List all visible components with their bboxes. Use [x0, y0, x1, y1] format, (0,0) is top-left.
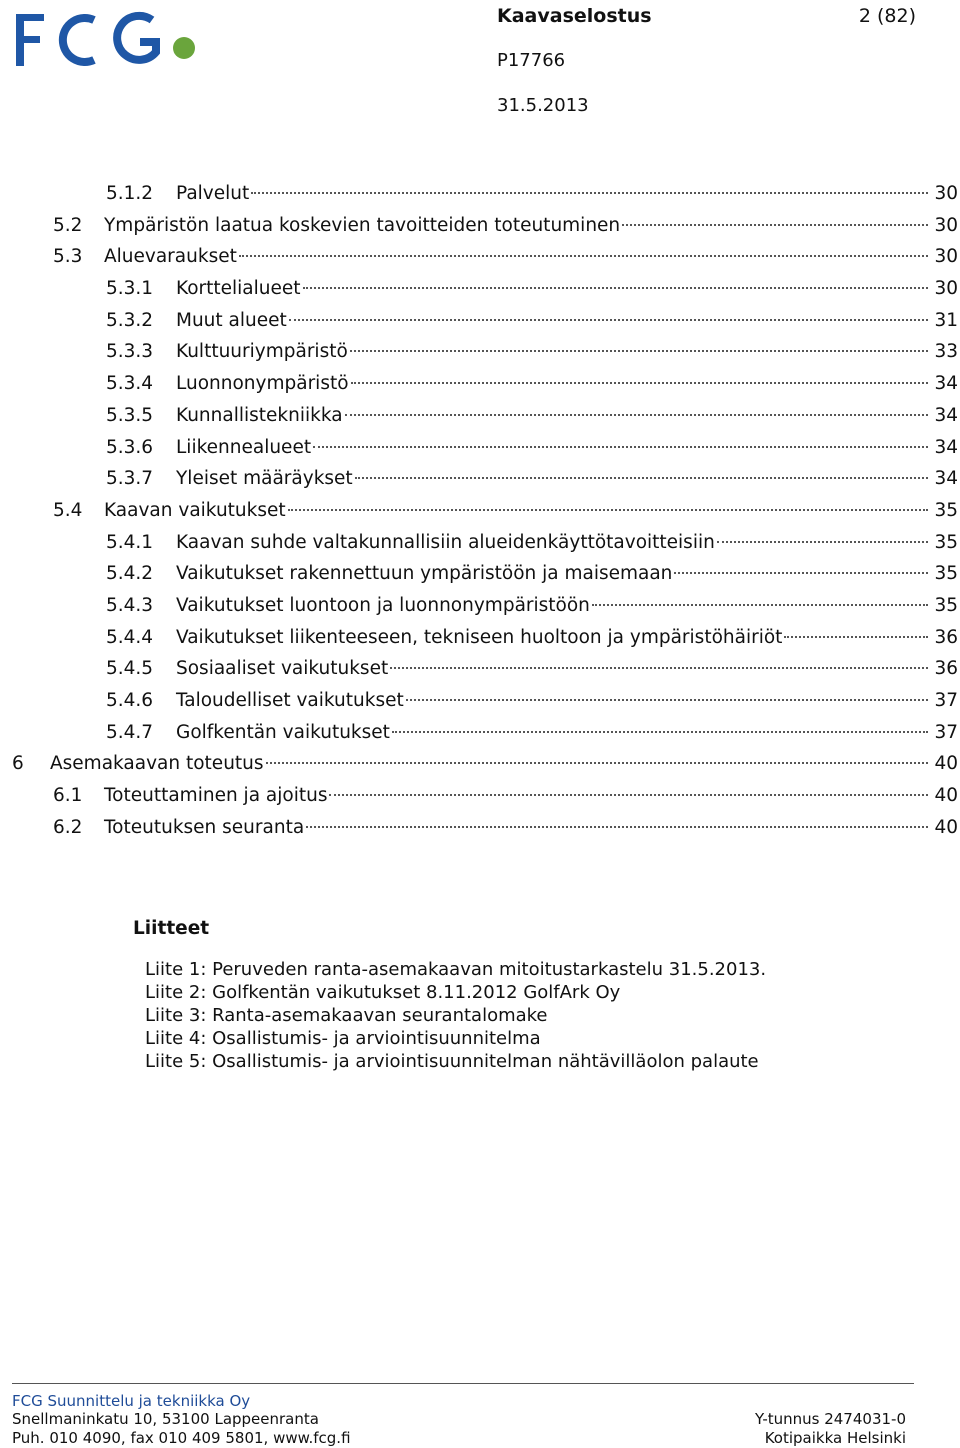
toc-entry-number: 5.3.5 — [106, 404, 154, 426]
toc-entry-page: 34 — [934, 468, 958, 490]
toc-entry-title: Kaavan suhde valtakunnallisiin alueidenkäyttötavoitteisiin — [176, 531, 715, 553]
toc-entry[interactable] — [0, 495, 960, 527]
toc-entry-title: Muut alueet — [176, 309, 287, 331]
toc-entry-title: Liikennealueet — [176, 436, 312, 458]
toc-entry-number: 5.4.4 — [106, 626, 154, 648]
toc-entry-page: 35 — [934, 594, 958, 616]
toc-entry[interactable] — [0, 527, 960, 559]
toc-entry-page: 35 — [934, 563, 958, 585]
toc-entry-number: 5.4 — [53, 499, 83, 521]
toc-entry-title: Palvelut — [176, 183, 250, 204]
toc-entry[interactable] — [0, 685, 960, 717]
toc-entry-page: 34 — [934, 404, 958, 426]
toc-entry-page: 40 — [934, 816, 958, 838]
toc-entry-number: 5.4.2 — [106, 563, 154, 585]
toc-entry-number: 5.3.1 — [106, 278, 154, 300]
toc-dot-leader — [251, 192, 928, 194]
toc-entry[interactable] — [0, 653, 960, 685]
toc-dot-leader — [355, 477, 928, 479]
toc-entry-page: 30 — [934, 278, 958, 300]
toc-dot-leader — [592, 604, 928, 606]
footer-domicile: Kotipaikka Helsinki — [764, 1429, 906, 1447]
toc-entry-page: 30 — [934, 246, 958, 268]
toc-dot-leader — [784, 636, 928, 638]
logo-letter-f — [16, 14, 44, 66]
toc-entry[interactable] — [0, 812, 960, 844]
footer-company: FCG Suunnittelu ja tekniikka Oy — [12, 1392, 251, 1410]
toc-entry-title: Aluevaraukset — [104, 246, 237, 268]
toc-entry[interactable] — [0, 305, 960, 337]
toc-entry-number: 5.4.1 — [106, 531, 154, 553]
toc-entry-page: 33 — [934, 341, 958, 363]
toc-entry[interactable] — [0, 241, 960, 273]
toc-entry-page: 30 — [934, 214, 958, 236]
toc-entry-page: 34 — [934, 373, 958, 395]
toc-dot-leader — [239, 255, 928, 257]
toc-entry-title: Taloudelliset vaikutukset — [176, 690, 404, 711]
attachments-heading: Liitteet — [133, 918, 210, 939]
toc-entry-page: 37 — [934, 690, 958, 711]
toc-entry-title: Toteutuksen seuranta — [104, 816, 305, 838]
footer-business-id: Y-tunnus 2474031-0 — [754, 1410, 906, 1428]
project-code: P17766 — [497, 50, 566, 71]
toc-entry-number: 6 — [12, 753, 24, 775]
toc-entry-title: Vaikutukset rakennettuun ympäristöön ja maisemaan — [176, 563, 673, 585]
toc-entry-title: Kunnallistekniikka — [176, 404, 343, 426]
toc-dot-leader — [622, 224, 928, 226]
toc-entry-number: 5.3.3 — [106, 341, 154, 363]
attachment-item: Liite 5: Osallistumis- ja arviointisuunnitelman nähtävilläolon palaute — [145, 1051, 759, 1072]
toc-entry-number: 5.4.5 — [106, 658, 154, 680]
toc-entry-page: 35 — [934, 531, 958, 553]
footer-address: Snellmaninkatu 10, 53100 Lappeenranta — [12, 1410, 319, 1428]
toc-entry-title: Vaikutukset liikenteeseen, tekniseen huoltoon ja ympäristöhäiriöt — [176, 626, 783, 648]
toc-entry-title: Yleiset määräykset — [176, 468, 353, 490]
toc-entry-number: 5.1.2 — [106, 183, 154, 204]
toc-entry-page: 31 — [934, 309, 958, 331]
toc-dot-leader — [303, 287, 928, 289]
toc-dot-leader — [351, 382, 928, 384]
attachment-item: Liite 2: Golfkentän vaikutukset 8.11.2012 GolfArk Oy — [145, 982, 621, 1003]
toc-entry-number: 5.3.7 — [106, 468, 154, 490]
toc-entry-title: Asemakaavan toteutus — [50, 753, 264, 775]
toc-entry[interactable] — [0, 590, 960, 622]
toc-entry-page: 36 — [934, 658, 958, 680]
toc-entry[interactable] — [0, 622, 960, 654]
attachment-item: Liite 4: Osallistumis- ja arviointisuunnitelma — [145, 1028, 541, 1049]
toc-entry-page: 30 — [934, 183, 958, 204]
toc-entry[interactable] — [0, 336, 960, 368]
toc-entry[interactable] — [0, 400, 960, 432]
toc-entry-number: 5.3.6 — [106, 436, 154, 458]
toc-entry-number: 6.2 — [53, 816, 83, 838]
toc-entry-number: 6.1 — [53, 785, 83, 807]
toc-entry[interactable] — [0, 558, 960, 590]
toc-entry-number: 5.3 — [53, 246, 83, 268]
attachments-list — [145, 958, 766, 1073]
toc-dot-leader — [306, 826, 928, 828]
logo-dot — [173, 37, 195, 59]
footer-divider — [12, 1383, 914, 1384]
toc-entry-title: Kulttuuriympäristö — [176, 341, 348, 363]
toc-entry-page: 36 — [934, 626, 958, 648]
toc-entry[interactable] — [0, 717, 960, 749]
toc-dot-leader — [390, 667, 928, 669]
toc-entry-title: Luonnonympäristö — [176, 373, 349, 395]
toc-entry-number: 5.3.2 — [106, 309, 154, 331]
toc-entry[interactable] — [0, 273, 960, 305]
toc-entry[interactable] — [0, 178, 960, 210]
toc-entry-page: 35 — [934, 499, 958, 521]
toc-entry[interactable] — [0, 463, 960, 495]
logo-letter-c — [63, 18, 94, 62]
toc-entry[interactable] — [0, 748, 960, 780]
toc-entry-number: 5.4.6 — [106, 690, 154, 711]
toc-entry-title: Vaikutukset luontoon ja luonnonympäristöön — [176, 594, 590, 616]
attachment-item: Liite 3: Ranta-asemakaavan seurantalomake — [145, 1005, 548, 1026]
toc-dot-leader — [392, 731, 928, 733]
table-of-contents — [0, 178, 960, 843]
attachment-item: Liite 1: Peruveden ranta-asemakaavan mitoitustarkastelu 31.5.2013. — [145, 959, 767, 980]
document-title: Kaavaselostus — [497, 5, 652, 27]
document-date: 31.5.2013 — [497, 95, 589, 116]
toc-entry-title: Kaavan vaikutukset — [104, 499, 286, 521]
toc-entry-title: Toteuttaminen ja ajoitus — [104, 785, 328, 807]
toc-entry[interactable] — [0, 368, 960, 400]
toc-dot-leader — [266, 762, 928, 764]
toc-entry[interactable] — [0, 210, 960, 242]
page-number: 2 (82) — [858, 5, 916, 27]
fcg-logo — [12, 6, 202, 70]
toc-dot-leader — [289, 319, 928, 321]
toc-dot-leader — [350, 350, 928, 352]
toc-entry-page: 34 — [934, 436, 958, 458]
toc-entry[interactable] — [0, 780, 960, 812]
toc-entry-title: Korttelialueet — [176, 278, 301, 300]
toc-entry[interactable] — [0, 432, 960, 464]
toc-dot-leader — [406, 699, 928, 701]
toc-dot-leader — [345, 414, 928, 416]
toc-entry-title: Golfkentän vaikutukset — [176, 721, 390, 743]
toc-dot-leader — [329, 794, 928, 796]
logo-letter-g — [117, 16, 156, 60]
toc-entry-page: 37 — [934, 721, 958, 743]
toc-entry-title: Sosiaaliset vaikutukset — [176, 658, 389, 680]
footer-contact: Puh. 010 4090, fax 010 409 5801, www.fcg.fi — [12, 1429, 351, 1447]
toc-dot-leader — [313, 446, 928, 448]
toc-entry-number: 5.4.3 — [106, 594, 154, 616]
toc-dot-leader — [288, 509, 928, 511]
toc-entry-title: Ympäristön laatua koskevien tavoitteiden toteutuminen — [104, 214, 621, 236]
toc-dot-leader — [674, 572, 928, 574]
toc-entry-number: 5.2 — [53, 214, 83, 236]
toc-entry-number: 5.3.4 — [106, 373, 154, 395]
toc-entry-number: 5.4.7 — [106, 721, 154, 743]
toc-entry-page: 40 — [934, 753, 958, 775]
toc-dot-leader — [717, 541, 928, 543]
toc-entry-page: 40 — [934, 785, 958, 807]
